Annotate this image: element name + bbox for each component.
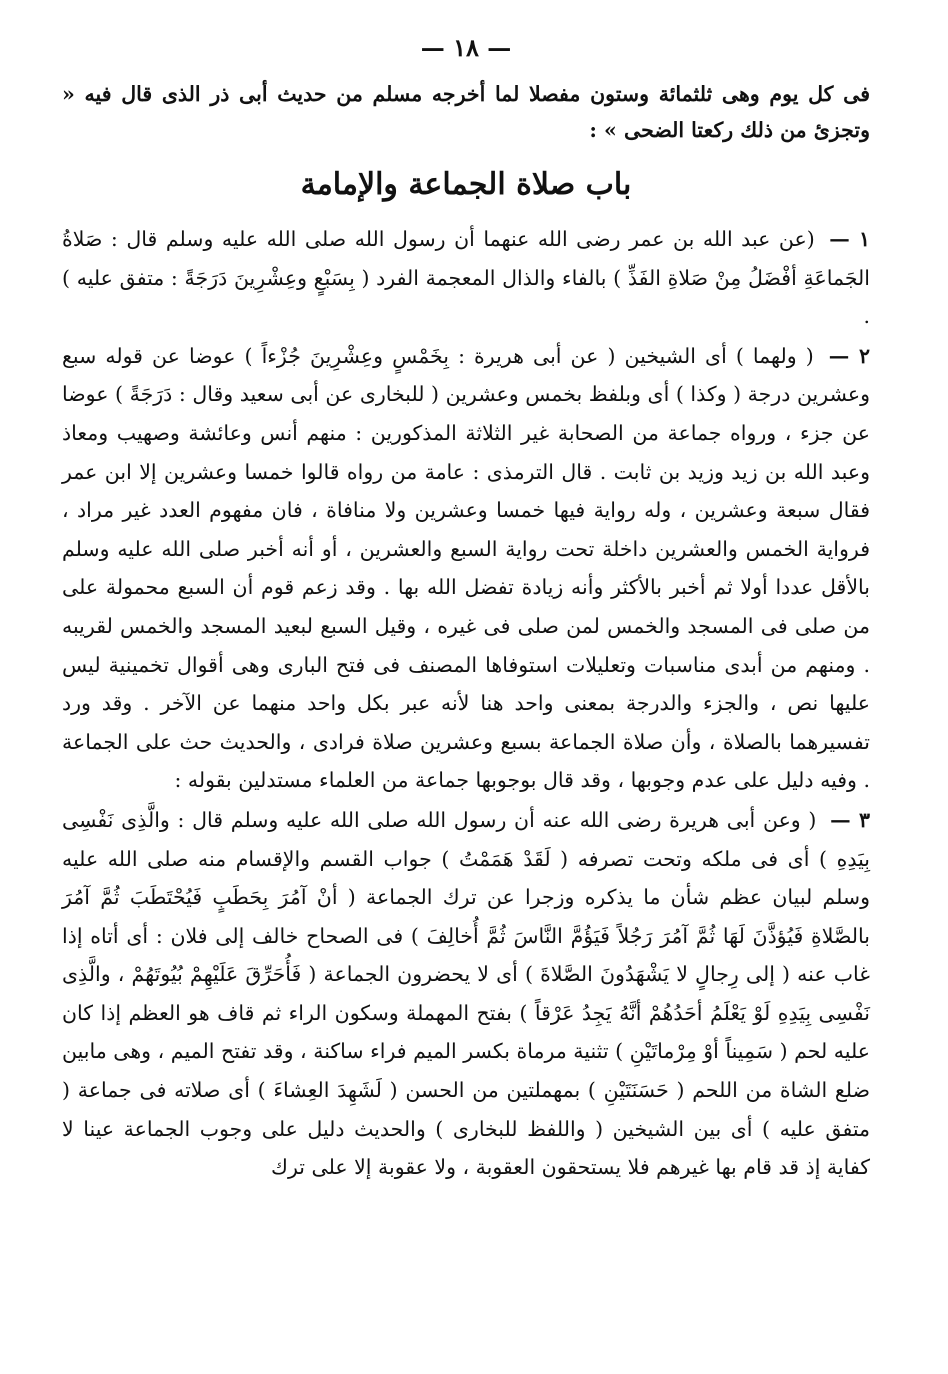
hadith-paragraph-3 — [62, 801, 870, 1187]
hadith-paragraph-2 — [62, 337, 870, 800]
chapter-title: باب صلاة الجماعة والإمامة — [300, 167, 632, 202]
page-number: — ١٨ — — [420, 33, 512, 62]
hadith-number: ٣ — — [830, 807, 870, 832]
hadith-paragraph-1 — [62, 220, 870, 336]
hadith-number: ٢ — — [828, 343, 870, 368]
hadith-text: ( ولهما ) أى الشيخين ( عن أبى هريرة : بِخَمْسٍ وعِشْرِينَ جُزْءاً ) عوضا عن قوله سبع وعشرين درجة ( وكذا ) أى وبلفظ بخمس وعشرين ( للبخارى عن أبى سعيد وقال : دَرَجَةً ) عوضا عن جزء ، ورواه جماعة من الصحابة غير الثلاثة المذكورين : منهم أنس وعائشة وصهيب ومعاذ وعبد الله بن زيد وزيد بن ثابت . قال الترمذى : عامة من رواه قالوا خمسا وعشرين إلا ابن عمر فقال سبعة وعشرين ، وله رواية فيها خمسا وعشرين ولا منافاة ، فان مفهوم العدد غير مراد ، فرواية الخمس والعشرين داخلة تحت رواية السبع والعشرين ، أو أنه أخبر صلى الله عليه وسلم بالأقل عددا أولا ثم أخبر بالأكثر وأنه زيادة تفضل الله بها . وقد زعم قوم أن السبع محمولة على من صلى فى المسجد والخمس لمن صلى فى غيره ، وقيل السبع لبعيد المسجد والخمس لقريبه . ومنهم من أبدى مناسبات وتعليلات استوفاها المصنف فى فتح البارى وهى أقوال تخمينية ليس عليها نص ، والجزء والدرجة بمعنى واحد هنا لأنه عبر بكل واحد منهما عن الآخر . وقد ورد تفسيرهما بالصلاة ، وأن صلاة الجماعة بسبع وعشرين صلاة فرادى ، والحديث حث على الجماعة . وفيه دليل على عدم وجوبها ، وقد قال بوجوبها جماعة من العلماء مستدلين بقوله : — [62, 343, 870, 793]
intro-paragraph: فى كل يوم وهى ثلثمائة وستون مفصلا لما أخرجه مسلم من حديث أبى ذر الذى قال فيه « وتجزئ من ذلك ركعتا الضحى » : — [62, 82, 870, 142]
hadith-number: ١ — — [829, 227, 870, 251]
document-page — [62, 28, 870, 1358]
hadith-text: ( وعن أبى هريرة رضى الله عنه أن رسول الله صلى الله عليه وسلم قال : والَّذِى نَفْسِى بِيَدِهِ ) أى فى ملكه وتحت تصرفه ( لَقَدْ هَمَمْتُ ) جواب القسم والإقسام منه صلى الله عليه وسلم لبيان عظم شأن ما يذكره وزجرا عن ترك الجماعة ( أنْ آمُرَ بِحَطَبٍ فَيُحْتَطَبَ ثُمَّ آمُرَ بالصَّلاةِ فَيُؤذَّنَ لَهَا ثُمَّ آمُرَ رَجُلاً فَيَؤُمَّ النَّاسَ ثُمَّ أُخالِفَ ) فى الصحاح خالف إلى فلان : أى أتاه إذا غاب عنه ( إلى رِجالٍ لا يَشْهَدُونَ الصَّلاةَ ) أى لا يحضرون الجماعة ( فَأُحَرِّقَ عَلَيْهِمْ بُيُوتَهُمْ ، والَّذِى نَفْسِى بِيَدِهِ لَوْ يَعْلَمُ أحَدُهُمْ أنَّهُ يَجِدُ عَرْقاً ) بفتح المهملة وسكون الراء ثم قاف هو العظم إذا كان عليه لحم ( سَمِيناً أوْ مِرْماتَيْنِ ) تثنية مرماة بكسر الميم فراء ساكنة ، وقد تفتح الميم ، وهى مابين ضلع الشاة من اللحم ( حَسَنَتَيْنِ ) بمهملتين من الحسن ( لَشَهِدَ العِشاءَ ) أى صلاته فى جماعة ( متفق عليه ) أى بين الشيخين ( واللفظ للبخارى ) والحديث دليل على وجوب الجماعة عينا لا كفاية إذ قد قام بها غيرهم فلا يستحقون العقوبة ، ولا عقوبة إلا على ترك — [62, 807, 870, 1180]
hadith-text: (عن عبد الله بن عمر رضى الله عنهما أن رسول الله صلى الله عليه وسلم قال : صَلاةُ الجَماعَةِ أفْضَلُ مِنْ صَلاةِ الفَذِّ ) بالفاء والذال المعجمة الفرد ( بِسَبْعٍ وعِشْرِينَ دَرَجَةً : متفق عليه ) . — [62, 227, 870, 329]
